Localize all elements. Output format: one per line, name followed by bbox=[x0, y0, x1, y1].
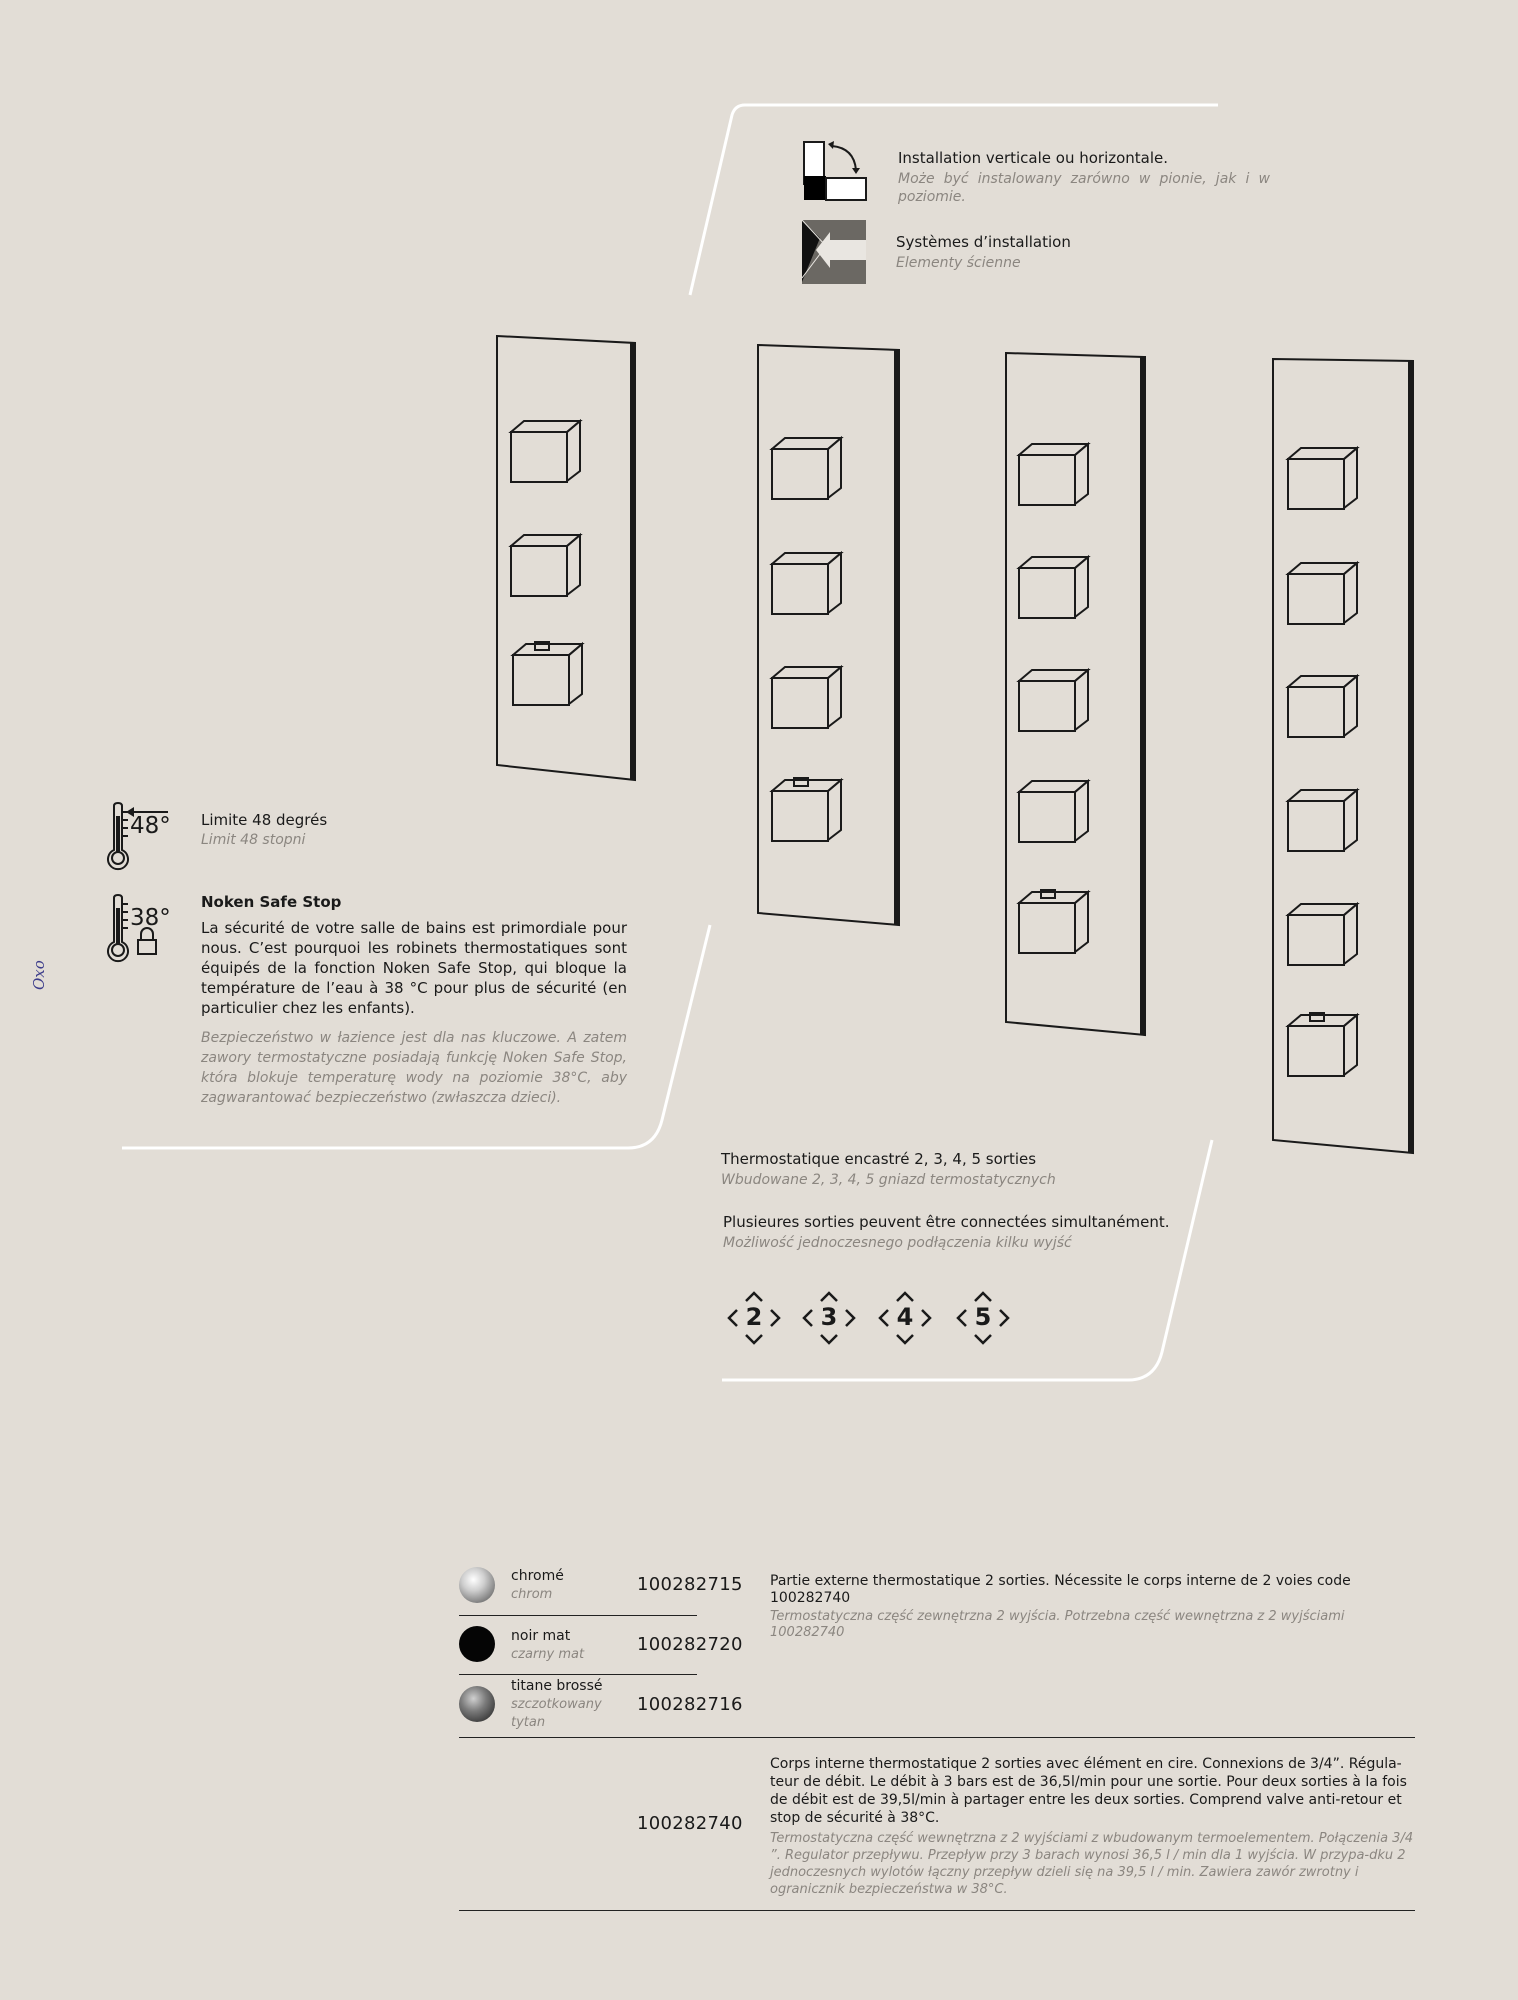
outputs-subtitle: Możliwość jednoczesnego podłączenia kilku wyjść bbox=[723, 1235, 1072, 1251]
thermostat-panel-5-outputs bbox=[1270, 356, 1416, 1156]
outputs-title: Plusieures sorties peuvent être connectées simultanément. bbox=[723, 1213, 1170, 1231]
finish-name: titane brossé bbox=[511, 1678, 603, 1694]
external-part-description-pl: Termostatyczna część zewnętrzna 2 wyjścia. Potrzebna część wewnętrzna z 2 wyjściami 100282740 bbox=[770, 1609, 1345, 1640]
thermostat-subtitle: Wbudowane 2, 3, 4, 5 gniazd termostatycznych bbox=[721, 1172, 1056, 1188]
outputs-4-icon bbox=[877, 1290, 933, 1346]
thermostat-title: Thermostatique encastré 2, 3, 4, 5 sorties bbox=[721, 1150, 1037, 1168]
product-code: 100282720 bbox=[637, 1634, 743, 1655]
limit-subtitle: Limit 48 stopni bbox=[201, 832, 306, 848]
rotate-orientation-icon bbox=[802, 140, 868, 206]
finish-name-pl: czarny mat bbox=[511, 1647, 585, 1662]
side-collection-label: Oxo bbox=[30, 960, 48, 990]
outputs-4-number: 4 bbox=[896, 1303, 914, 1331]
finish-name: chromé bbox=[511, 1568, 564, 1584]
outputs-3-icon bbox=[801, 1290, 857, 1346]
outputs-3-number: 3 bbox=[820, 1303, 838, 1331]
thermostat-panel-4-outputs bbox=[1003, 350, 1149, 1038]
external-part-description: Partie externe thermostatique 2 sorties. Nécessite le corps interne de 2 voies code 100282740 bbox=[770, 1573, 1351, 1606]
finish-name: noir mat bbox=[511, 1628, 571, 1644]
thermostat-panel-2-outputs bbox=[494, 333, 640, 783]
safe-stop-icon-value: 38° bbox=[130, 905, 171, 931]
row-divider bbox=[459, 1615, 697, 1616]
brushed-titanium-swatch bbox=[459, 1686, 495, 1722]
table-bottom-divider bbox=[459, 1910, 1415, 1911]
thermostat-panel-3-outputs bbox=[755, 342, 903, 928]
safe-stop-description-pl: Bezpieczeństwo w łazience jest dla nas kluczowe. A zatem zawory termostatyczne posiadają funkcję Noken Safe Stop, która blokuje temperaturę wody na poziomie 38°C, aby zagwarantować bezpieczeństwo (zwłaszcza dzieci). bbox=[201, 1030, 627, 1106]
section-divider bbox=[459, 1737, 1415, 1738]
finish-name-pl: chrom bbox=[511, 1587, 553, 1602]
product-code: 100282715 bbox=[637, 1574, 743, 1595]
outputs-2-number: 2 bbox=[745, 1303, 763, 1331]
wall-system-icon bbox=[800, 218, 868, 286]
internal-body-code: 100282740 bbox=[637, 1813, 743, 1834]
chrome-swatch bbox=[459, 1567, 495, 1603]
systems-subtitle: Elementy ścienne bbox=[896, 255, 1021, 271]
product-code: 100282716 bbox=[637, 1694, 743, 1715]
installation-subtitle: Może być instalowany zarówno w pionie, jak i w poziomie. bbox=[898, 171, 1270, 205]
outputs-2-icon bbox=[726, 1290, 782, 1346]
outputs-5-icon bbox=[955, 1290, 1011, 1346]
systems-title: Systèmes d’installation bbox=[896, 233, 1071, 251]
safe-stop-description: La sécurité de votre salle de bains est primordiale pour nous. C’est pourquoi les robinets thermostatiques sont équipés de la fonction Noken Safe Stop, qui bloque la température de l’eau à 38 °C pour plus de sécurité (en particulier chez les enfants). bbox=[201, 919, 627, 1017]
limit-title: Limite 48 degrés bbox=[201, 811, 328, 829]
outputs-5-number: 5 bbox=[974, 1303, 992, 1331]
internal-body-description-pl: Termostatyczna część wewnętrzna z 2 wyjściami z wbudowanym termoelementem. Połączenia 3/4 ”. Regulator przepływu. Przepływ przy 3 barach wynosi 36,5 l / min dla 1 wyjścia. W przypa-dku 2 jednoczesnych wylotów łączny przepływ dzieli się na 39,5 l / min. Zawiera zawór zwrotny i ogranicznik bezpieczeństwa w 38°C. bbox=[770, 1831, 1414, 1897]
limit-icon-value: 48° bbox=[130, 813, 171, 839]
installation-title: Installation verticale ou horizontale. bbox=[898, 149, 1169, 167]
internal-body-description: Corps interne thermostatique 2 sorties avec élément en cire. Connexions de 3/4”. Régula-teur de débit. Le débit à 3 bars est de 36,5l/min pour une sortie. Pour deux sorties à la fois de débit est de 39,5l/min à partager entre les deux sorties. Comprend valve anti-retour et stop de sécurité à 38°C. bbox=[770, 1756, 1407, 1826]
finish-name-pl: szczotkowany tytan bbox=[511, 1697, 602, 1730]
row-divider bbox=[459, 1674, 697, 1675]
safe-stop-title: Noken Safe Stop bbox=[201, 893, 342, 911]
black-matt-swatch bbox=[459, 1626, 495, 1662]
